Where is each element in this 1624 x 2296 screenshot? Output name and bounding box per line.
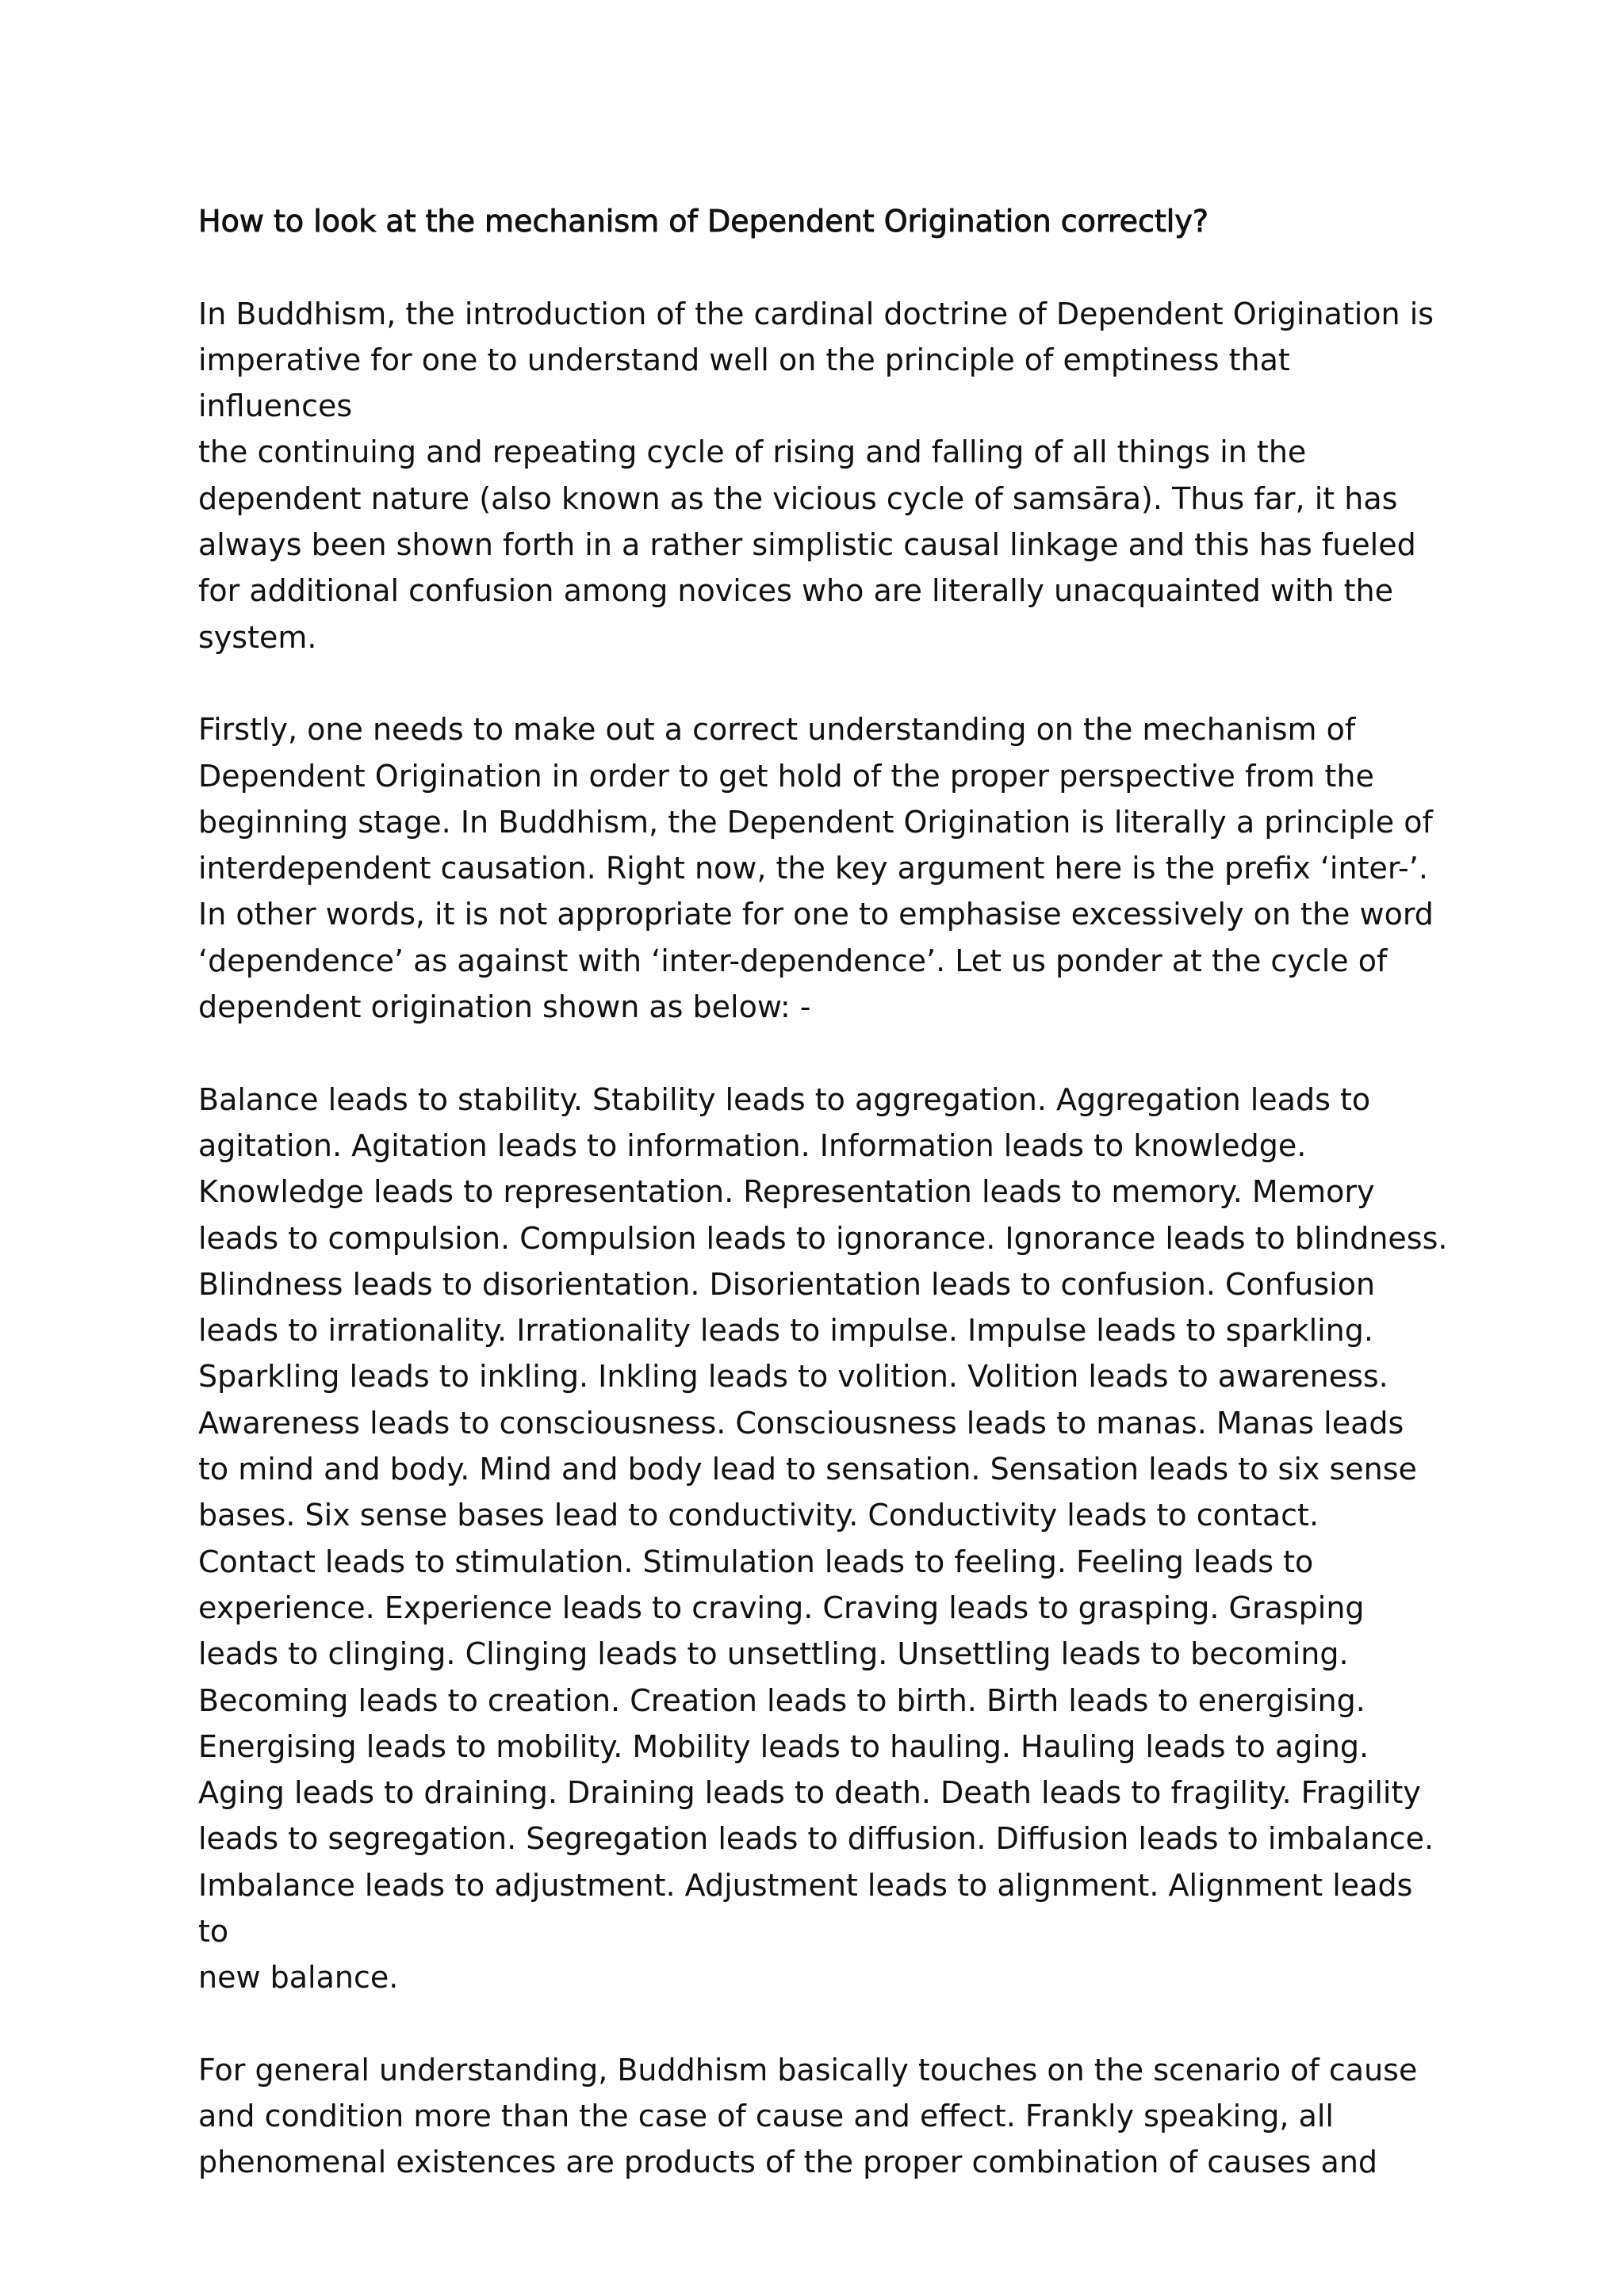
paragraph-mechanism: Firstly, one needs to make out a correct understanding on the mechanism of Dependent Origination in order to get hold of the proper perspective from the beginning stage. In Buddhism, the Dependent Origination is literally a principle of interdependent causation. Right now, the key argument here is the prefix ‘inter-’. In other words, it is not appropriate for one to emphasise excessively on the word ‘dependence’ as against with ‘inter-dependence’. Let us ponder at the cycle of dependent origination shown as below: - (198, 712, 1434, 1025)
document-body (198, 198, 1451, 2186)
paragraph-cycle: Balance leads to stability. Stability leads to aggregation. Aggregation leads to agitation. Agitation leads to information. Information leads to knowledge. Knowledge leads to representation. Representation leads to memory. Memory leads to compulsion. Compulsion leads to ignorance. Ignorance leads to blindness. Blindness leads to disorientation. Disorientation leads to confusion. Confusion leads to irrationality. Irrationality leads to impulse. Impulse leads to sparkling. Sparkling leads to inkling. Inkling leads to volition. Volition leads to awareness. Awareness leads to consciousness. Consciousness leads to manas. Manas leads to mind and body. Mind and body lead to sensation. Sensation leads to six sense bases. Six sense bases lead to conductivity. Conductivity leads to contact. Contact leads to stimulation. Stimulation leads to feeling. Feeling leads to experience. Experience leads to craving. Craving leads to grasping. Grasping leads to clinging. Clinging leads to unsettling. Unsettling leads to becoming. Becoming leads to creation. Creation leads to birth. Birth leads to energising. Energising leads to mobility. Mobility leads to hauling. Hauling leads to aging. Aging leads to draining. Draining leads to death. Death leads to fragility. Fragility leads to segregation. Segregation leads to diffusion. Diffusion leads to imbalance. Imbalance leads to adjustment. Adjustment leads to alignment. Alignment leads to new balance. (198, 1081, 1448, 1996)
document-title: How to look at the mechanism of Dependent Origination correctly? (198, 204, 1209, 239)
paragraph-introduction: In Buddhism, the introduction of the cardinal doctrine of Dependent Origination is imperative for one to understand well on the principle of emptiness that influences the continuing and repeating cycle of rising and falling of all things in the dependent nature (also known as the vicious cycle of samsāra). Thus far, it has always been shown forth in a rather simplistic causal linkage and this has fueled for additional confusion among novices who are literally unacquainted with the system. (198, 296, 1434, 655)
paragraph-cause-condition: For general understanding, Buddhism basically touches on the scenario of cause and condition more than the case of cause and effect. Frankly speaking, all phenomenal existences are products of the proper combination of causes and (198, 2052, 1418, 2180)
